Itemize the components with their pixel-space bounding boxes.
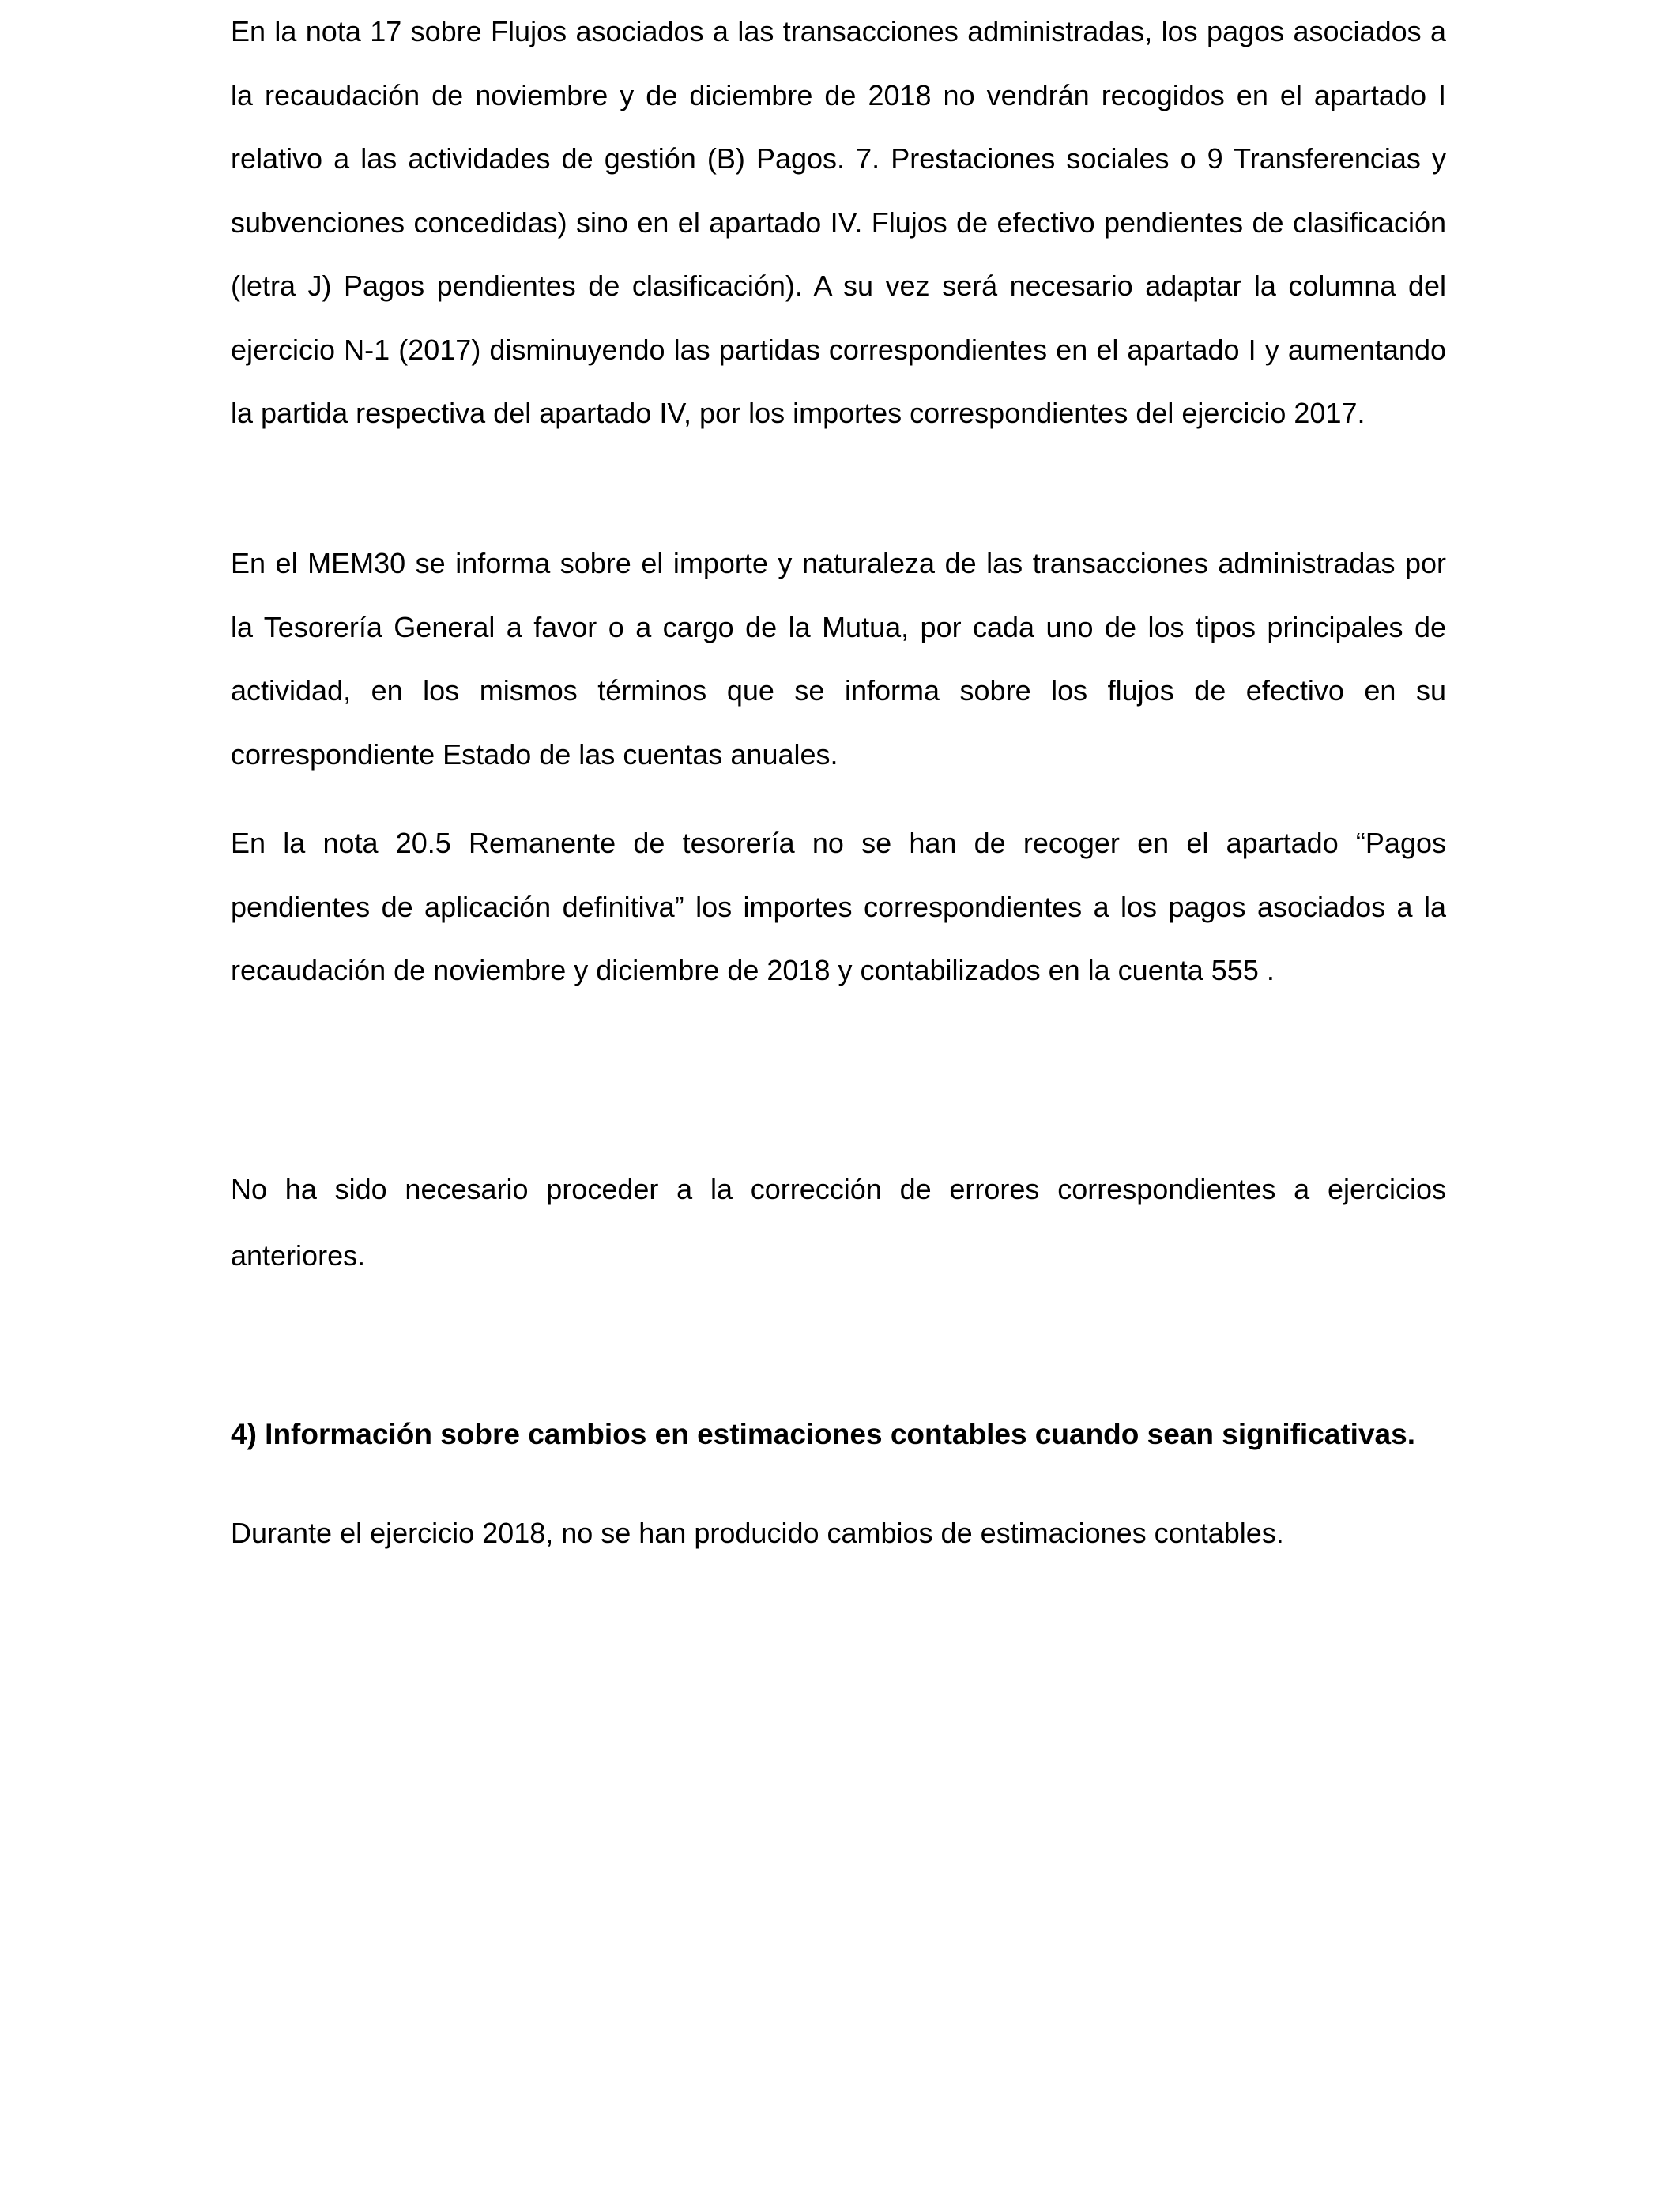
paragraph-remanente-tesoreria: En la nota 20.5 Remanente de tesorería no se han de recoger en el apartado “Pagos pendientes de aplicación definitiva” los importes correspondientes a los pagos asociados a la recaudación de noviembre y diciembre de 2018 y contabilizados en la cuenta 555 . [231, 827, 1446, 986]
paragraph-flujos-transacciones: En la nota 17 sobre Flujos asociados a las transacciones administradas, los pagos asociados a la recaudación de noviembre y de diciembre de 2018 no vendrán recogidos en el apartado I relativo a las actividades de gestión (B) Pagos. 7. Prestaciones sociales o 9 Transferencias y subvenciones concedidas) sino en el apartado IV. Flujos de efectivo pendientes de clasificación (letra J) Pagos pendientes de clasificación). A su vez será necesario adaptar la columna del ejercicio N-1 (2017) disminuyendo las partidas correspondientes en el apartado I y aumentando la partida respectiva del apartado IV, por los importes correspondientes del ejercicio 2017. [231, 15, 1446, 429]
section-heading-estimaciones: 4) Información sobre cambios en estimaciones contables cuando sean significativas. [231, 1418, 1415, 1450]
paragraph-mem30: En el MEM30 se informa sobre el importe y naturaleza de las transacciones administradas por la Tesorería General a favor o a cargo de la Mutua, por cada uno de los tipos principales de actividad, en los mismos términos que se informa sobre los flujos de efectivo en su correspondiente Estado de las cuentas anuales. [231, 547, 1446, 771]
paragraph-correccion-errores: No ha sido necesario proceder a la corrección de errores correspondientes a ejercicios anteriores. [231, 1173, 1446, 1272]
paragraph-estimaciones: Durante el ejercicio 2018, no se han producido cambios de estimaciones contables. [231, 1517, 1284, 1549]
